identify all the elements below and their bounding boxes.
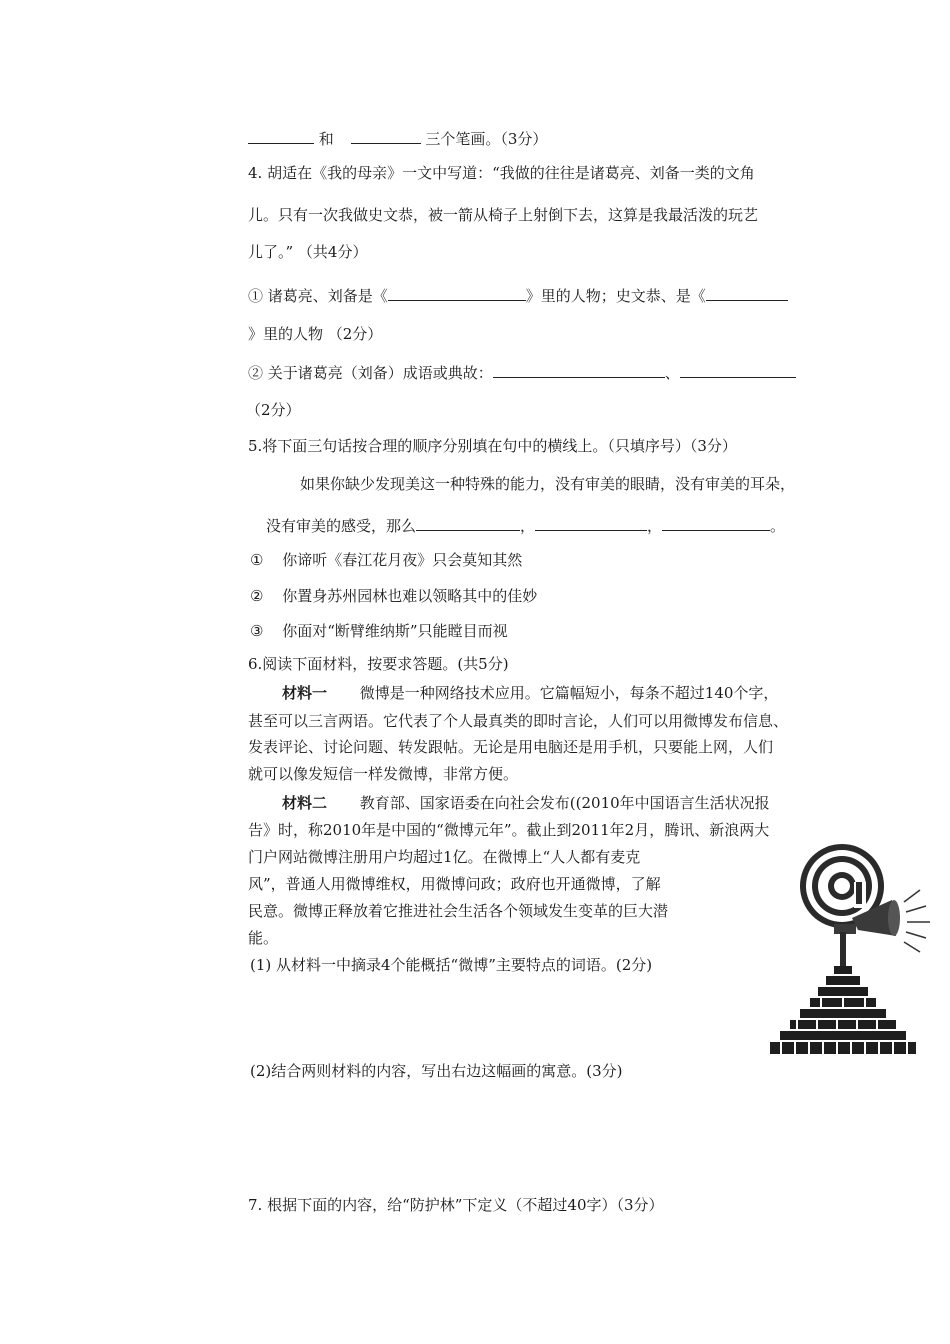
q5-period: 。 xyxy=(770,517,786,535)
material-one-text: 微博是一种网络技术应用。它篇幅短小，每条不超过140个字， xyxy=(359,684,779,702)
q6-sub1: (1) 从材料一中摘录4个能概括“微博”主要特点的词语。(2分) xyxy=(250,956,653,974)
q5-option xyxy=(250,621,508,641)
option-text: 你谛听《春江花月夜》只会莫知其然 xyxy=(282,551,523,569)
option-number: ① xyxy=(250,551,264,569)
option-number: ② xyxy=(250,587,264,605)
q7-title: 7. 根据下面的内容，给“防护林”下定义（不超过40字）（3分） xyxy=(248,1196,664,1214)
q5-comma: ， xyxy=(520,517,536,535)
q6-m1-line3: 发表评论、讨论问题、转发跟帖。无论是用电脑还是用手机，只要能上网，人们 xyxy=(248,738,774,756)
material-two-label: 材料二 xyxy=(282,794,328,812)
q6-m2-line3: 门户网站微博注册用户均超过1亿。在微博上“人人都有麦克 xyxy=(248,848,641,866)
q5-passage-line2 xyxy=(266,514,785,536)
q6-title: 6.阅读下面材料，按要求答题。(共5分) xyxy=(248,655,509,673)
q3-connector: 和 xyxy=(318,130,334,148)
answer-blank[interactable] xyxy=(248,127,314,144)
q5-option xyxy=(250,550,522,570)
weibo-illustration xyxy=(760,838,940,1063)
sound-lines xyxy=(904,890,930,952)
q4-line3: 儿了。” （共4分） xyxy=(248,243,368,261)
q4-line1: 4. 胡适在《我的母亲》一文中写道：“我做的往往是诸葛亮、刘备一类的文角 xyxy=(248,164,755,182)
answer-blank[interactable] xyxy=(662,514,770,531)
option-text: 你置身苏州园林也难以领略其中的佳妙 xyxy=(282,587,538,605)
q4-sub1-mid: 》里的人物；史文恭、是《 xyxy=(525,287,706,305)
material-two-text: 教育部、国家语委在向社会发布((2010年中国语言生活状况报 xyxy=(359,794,770,812)
q6-m1-line1 xyxy=(282,683,778,703)
q6-m2-line1 xyxy=(282,793,770,813)
pole xyxy=(840,932,846,968)
q6-m1-line4: 就可以像发短信一样发微博，非常方便。 xyxy=(248,765,519,783)
q5-comma: ， xyxy=(647,517,663,535)
q4-sub2-sep: 、 xyxy=(664,364,680,382)
answer-blank[interactable] xyxy=(706,284,788,301)
answer-blank[interactable] xyxy=(351,127,421,144)
option-text: 你面对“断臂维纳斯”只能瞠目而视 xyxy=(282,622,508,640)
q4-sub1 xyxy=(248,284,788,306)
answer-blank[interactable] xyxy=(680,361,796,378)
q4-sub1-prefix: ① 诸葛亮、刘备是《 xyxy=(248,287,388,305)
answer-blank[interactable] xyxy=(493,361,665,378)
q4-sub2-prefix: ② 关于诸葛亮（刘备）成语或典故： xyxy=(248,364,493,382)
q4-sub2-score: （2分） xyxy=(246,401,301,419)
answer-blank[interactable] xyxy=(535,514,647,531)
q5-passage-line1: 如果你缺少发现美这一种特殊的能力，没有审美的眼睛，没有审美的耳朵， xyxy=(300,475,796,493)
material-one-label: 材料一 xyxy=(282,684,328,702)
answer-blank[interactable] xyxy=(388,284,526,301)
answer-blank[interactable] xyxy=(416,514,520,531)
q4-sub1-tail: 》里的人物 （2分） xyxy=(248,325,383,343)
q4-line2: 儿。只有一次我做史文恭，被一箭从椅子上射倒下去，这算是我最活泼的玩艺 xyxy=(248,206,759,224)
q5-passage-prefix: 没有审美的感受，那么 xyxy=(266,517,417,535)
q5-title: 5.将下面三句话按合理的顺序分别填在句中的横线上。（只填序号）（3分） xyxy=(248,437,737,455)
q4-sub2 xyxy=(248,361,796,383)
q3-tail-line xyxy=(248,127,547,149)
q5-option xyxy=(250,586,537,606)
option-number: ③ xyxy=(250,622,264,640)
q3-tail-text: 三个笔画。（3分） xyxy=(425,130,548,148)
q6-sub2: (2)结合两则材料的内容，写出右边这幅画的寓意。(3分) xyxy=(250,1062,623,1080)
q6-m1-line2: 甚至可以三言两语。它代表了个人最真类的即时言论，人们可以用微博发布信息、 xyxy=(248,712,789,730)
q6-m2-line6: 能。 xyxy=(248,929,279,947)
q6-m2-line4: 风”，普通人用微博维权，用微博问政；政府也开通微博，了解 xyxy=(248,875,661,893)
human-pyramid xyxy=(770,966,916,1054)
q6-m2-line2: 告》时，称2010年是中国的“微博元年”。截止到2011年2月，腾讯、新浪两大 xyxy=(248,821,770,839)
q6-m2-line5: 民意。微博正释放着它推进社会生活各个领域发生变革的巨大潜 xyxy=(248,902,669,920)
